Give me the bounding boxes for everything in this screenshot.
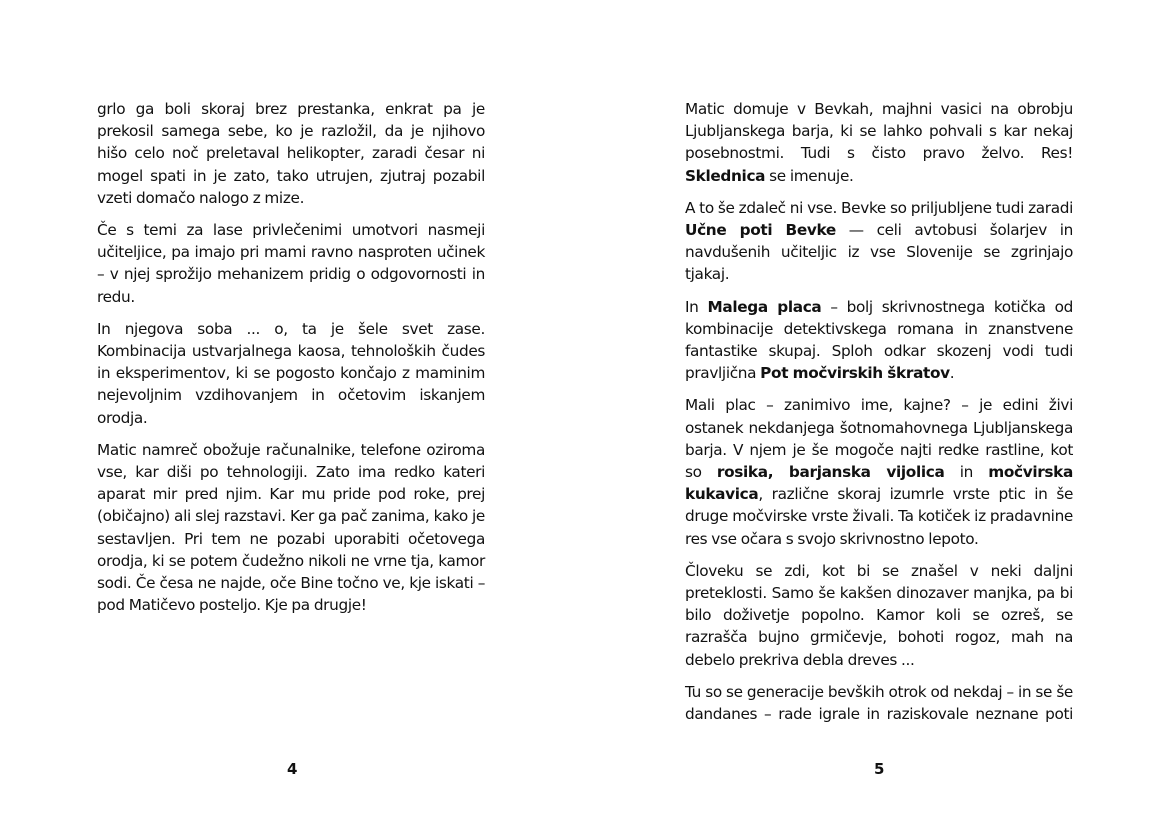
text-run: In [685,297,708,316]
paragraph [97,98,485,209]
text-run: Človeku se zdi, kot bi se znašel v neki daljni preteklosti. Samo še kakšen dinozaver manjka, pa bi bilo doživetje popolno. Kamor koli se ozreš, se razrašča bujno grmičevje, bohoti rogoz, mah na debelo prekriva debla dreves ... [685,561,1073,669]
bold-term: Pot močvirskih škratov [760,364,950,383]
paragraph [685,296,1073,385]
bold-term: Malega placa [707,297,822,316]
bold-term: rosika, barjanska vijolica [716,463,945,482]
paragraph [685,197,1073,286]
text-run: Matic domuje v Bevkah, majhni vasici na obrobju Ljubljanskega barja, ki se lahko pohvali s kar nekaj posebnostmi. Tudi s čisto pravo želvo. Res! [685,100,1073,163]
text-run: in [944,463,989,482]
paragraph [97,318,485,429]
left-page-text [97,98,485,626]
bold-term: močvirska kukavica [685,463,1073,504]
bold-term: Učne poti Bevke [685,221,836,240]
text-run: se imenuje. [765,166,854,185]
paragraph [685,394,1073,549]
bold-term: Sklednica [685,166,766,185]
text-run: , različne skoraj izumrle vrste ptic in še druge močvirske vrste živali. Ta kotiček iz pradavnine res vse očara s svojo skrivnostno lepoto. [685,485,1073,548]
paragraph [97,439,485,617]
right-page-text [685,98,1073,735]
text-run: A to še zdaleč ni vse. Bevke so priljubljene tudi zaradi [685,198,1073,217]
text-run: Tu so se generacije bevških otrok od nekdaj – in se še dandanes – rade igrale in raziskovale neznane poti [685,682,1073,724]
paragraph [685,560,1073,671]
paragraph [685,681,1073,725]
text-run: . [949,364,955,383]
text-run: Mali plac – zanimivo ime, kajne? – je edini živi ostanek nekdanjega šotnomahovnega Ljubljanskega barja. V njem je še mogoče najti redke rastline, kot so [685,396,1073,482]
text-run: grlo ga boli skoraj brez prestanka, enkrat pa je prekosil samega sebe, ko je razložil, da je njihovo hišo celo noč preletaval helikopter, zaradi česar ni mogel spati in je zato, tako utrujen, zjutraj pozabil vzeti domačo nalogo z mize. [97,100,485,207]
text-run: Matic namreč obožuje računalnike, telefone oziroma vse, kar diši po tehnologiji. Zato ima redko kateri aparat mir pred njim. Kar mu pride pod roke, prej (običajno) ali slej razstavi. Ker ga pač zanima, kako je sestavljen. Pri tem ne pozabi uporabiti očetovega orodja, ki se potem čudežno nikoli ne vrne tja, kamor sodi. Če česa ne najde, oče Bine točno ve, kje iskati – pod Matičevo posteljo. Kje pa drugje! [97,440,485,615]
page-number-left: 4 [287,760,298,778]
text-run: In njegova soba ... o, ta je šele svet zase. Kombinacija ustvarjalnega kaosa, tehnoloških čudes in eksperimentov, ki se pogosto končajo z maminim nejevoljnim vzdihovanjem in očetovim iskanjem orodja. [97,319,485,427]
text-run: — celi avtobusi šolarjev in navdušenih učiteljic iz vse Slovenije se zgrinjajo tjakaj. [685,221,1073,284]
paragraph [97,219,485,308]
text-run: – bolj skrivnostnega kotička od kombinacije detektivskega romana in znanstvene fantastike skupaj. Sploh odkar skozenj vodi tudi pravljična [685,297,1073,383]
paragraph [685,98,1073,187]
text-run: Če s temi za lase privlečenimi umotvori nasmeji učiteljice, pa imajo pri mami ravno nasproten učinek – v njej sprožijo mehanizem pridig o odgovornosti in redu. [97,221,485,306]
page-number-right: 5 [874,760,885,778]
